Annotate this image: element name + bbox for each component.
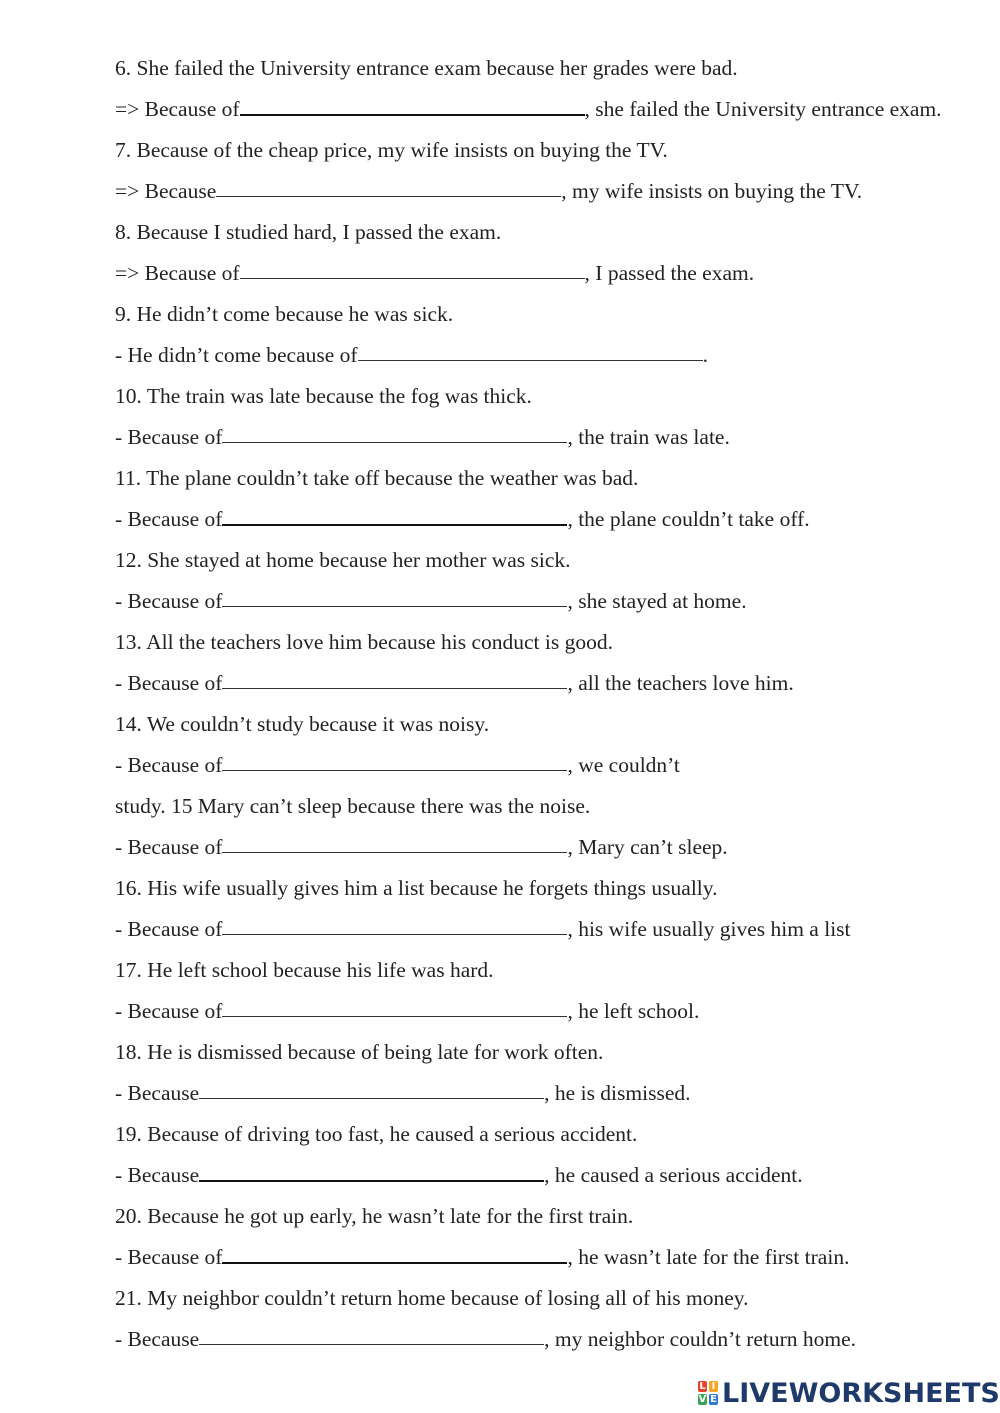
answer-prefix: => Because of (115, 97, 240, 121)
answer-blank-7[interactable] (216, 178, 561, 197)
question-12: 12. She stayed at home because her mother was sick. (115, 548, 571, 572)
question-16: 16. His wife usually gives him a list because he forgets things usually. (115, 876, 718, 900)
question-6: 6. She failed the University entrance exam because her grades were bad. (115, 56, 738, 80)
answer-suffix: . (702, 343, 708, 367)
answer-suffix: , I passed the exam. (584, 261, 755, 285)
answer-prefix: - Because (115, 1081, 200, 1105)
answer-blank-10[interactable] (222, 424, 567, 443)
answer-prefix: => Because (115, 179, 217, 203)
answer-prefix: - Because of (115, 425, 223, 449)
question-19: 19. Because of driving too fast, he caused a serious accident. (115, 1122, 638, 1146)
answer-suffix: , my neighbor couldn’t return home. (544, 1327, 857, 1351)
logo-letter-v: V (698, 1394, 707, 1405)
logo-letter-l: L (699, 1381, 706, 1392)
question-21: 21. My neighbor couldn’t return home because of losing all of his money. (115, 1286, 749, 1310)
answer-blank-8[interactable] (240, 260, 585, 279)
liveworksheets-logo[interactable] (697, 1376, 1000, 1410)
answer-line-13 (115, 670, 945, 697)
worksheet (115, 55, 945, 1367)
answer-line-15 (115, 834, 945, 861)
answer-prefix: - He didn’t come because of (115, 343, 358, 367)
answer-suffix: , Mary can’t sleep. (567, 835, 728, 859)
answer-line-8 (115, 260, 945, 287)
answer-line-16 (115, 916, 945, 943)
answer-suffix: , he left school. (567, 999, 700, 1023)
logo-wordmark: LIVEWORKSHEETS (722, 1377, 1000, 1409)
question-7: 7. Because of the cheap price, my wife insists on buying the TV. (115, 138, 668, 162)
question-20: 20. Because he got up early, he wasn’t late for the first train. (115, 1204, 634, 1228)
answer-blank-12[interactable] (222, 588, 567, 607)
answer-suffix: , my wife insists on buying the TV. (561, 179, 863, 203)
answer-blank-16[interactable] (222, 916, 567, 935)
question-11: 11. The plane couldn’t take off because the weather was bad. (115, 466, 639, 490)
answer-line-9 (115, 342, 945, 369)
answer-suffix: , he caused a serious accident. (544, 1163, 803, 1187)
answer-blank-14[interactable] (222, 752, 567, 771)
answer-suffix: , she failed the University entrance exam. (584, 97, 942, 121)
answer-line-6 (115, 96, 945, 123)
question-15: study. 15 Mary can’t sleep because there was the noise. (115, 794, 591, 818)
answer-prefix: - Because (115, 1327, 200, 1351)
answer-blank-9[interactable] (358, 342, 703, 361)
question-13: 13. All the teachers love him because his conduct is good. (115, 630, 613, 654)
answer-blank-6[interactable] (240, 96, 585, 116)
question-14: 14. We couldn’t study because it was noisy. (115, 712, 490, 736)
answer-blank-17[interactable] (222, 998, 567, 1017)
answer-suffix: , he wasn’t late for the first train. (567, 1245, 850, 1269)
answer-line-14 (115, 752, 945, 779)
answer-line-7 (115, 178, 945, 205)
answer-prefix: - Because of (115, 671, 223, 695)
question-9: 9. He didn’t come because he was sick. (115, 302, 454, 326)
answer-prefix: - Because (115, 1163, 200, 1187)
logo-letter-i: I (709, 1381, 718, 1392)
answer-prefix: - Because of (115, 1245, 223, 1269)
answer-blank-19[interactable] (199, 1162, 544, 1182)
answer-line-10 (115, 424, 945, 451)
answer-line-18 (115, 1080, 945, 1107)
answer-blank-18[interactable] (199, 1080, 544, 1099)
answer-prefix: - Because of (115, 507, 223, 531)
answer-prefix: - Because of (115, 753, 223, 777)
answer-blank-21[interactable] (199, 1326, 544, 1345)
answer-suffix: , she stayed at home. (567, 589, 747, 613)
answer-suffix: , the plane couldn’t take off. (567, 507, 810, 531)
question-17: 17. He left school because his life was hard. (115, 958, 494, 982)
answer-suffix: , he is dismissed. (544, 1081, 691, 1105)
answer-line-20 (115, 1244, 945, 1271)
answer-prefix: - Because of (115, 835, 223, 859)
answer-line-11 (115, 506, 945, 533)
question-10: 10. The train was late because the fog was thick. (115, 384, 532, 408)
answer-prefix: => Because of (115, 261, 240, 285)
answer-line-19 (115, 1162, 945, 1189)
answer-prefix: - Because of (115, 917, 223, 941)
question-8: 8. Because I studied hard, I passed the exam. (115, 220, 502, 244)
answer-suffix: , all the teachers love him. (567, 671, 794, 695)
logo-grid-icon (697, 1380, 719, 1406)
answer-blank-15[interactable] (222, 834, 567, 853)
answer-line-17 (115, 998, 945, 1025)
answer-blank-20[interactable] (222, 1244, 567, 1264)
answer-prefix: - Because of (115, 999, 223, 1023)
answer-prefix: - Because of (115, 589, 223, 613)
answer-blank-13[interactable] (222, 670, 567, 689)
answer-suffix: , we couldn’t (567, 753, 680, 777)
answer-line-21 (115, 1326, 945, 1353)
answer-blank-11[interactable] (222, 506, 567, 526)
logo-letter-e: E (710, 1394, 717, 1405)
answer-line-12 (115, 588, 945, 615)
question-18: 18. He is dismissed because of being late for work often. (115, 1040, 604, 1064)
answer-suffix: , the train was late. (567, 425, 730, 449)
answer-suffix: , his wife usually gives him a list (567, 917, 851, 941)
